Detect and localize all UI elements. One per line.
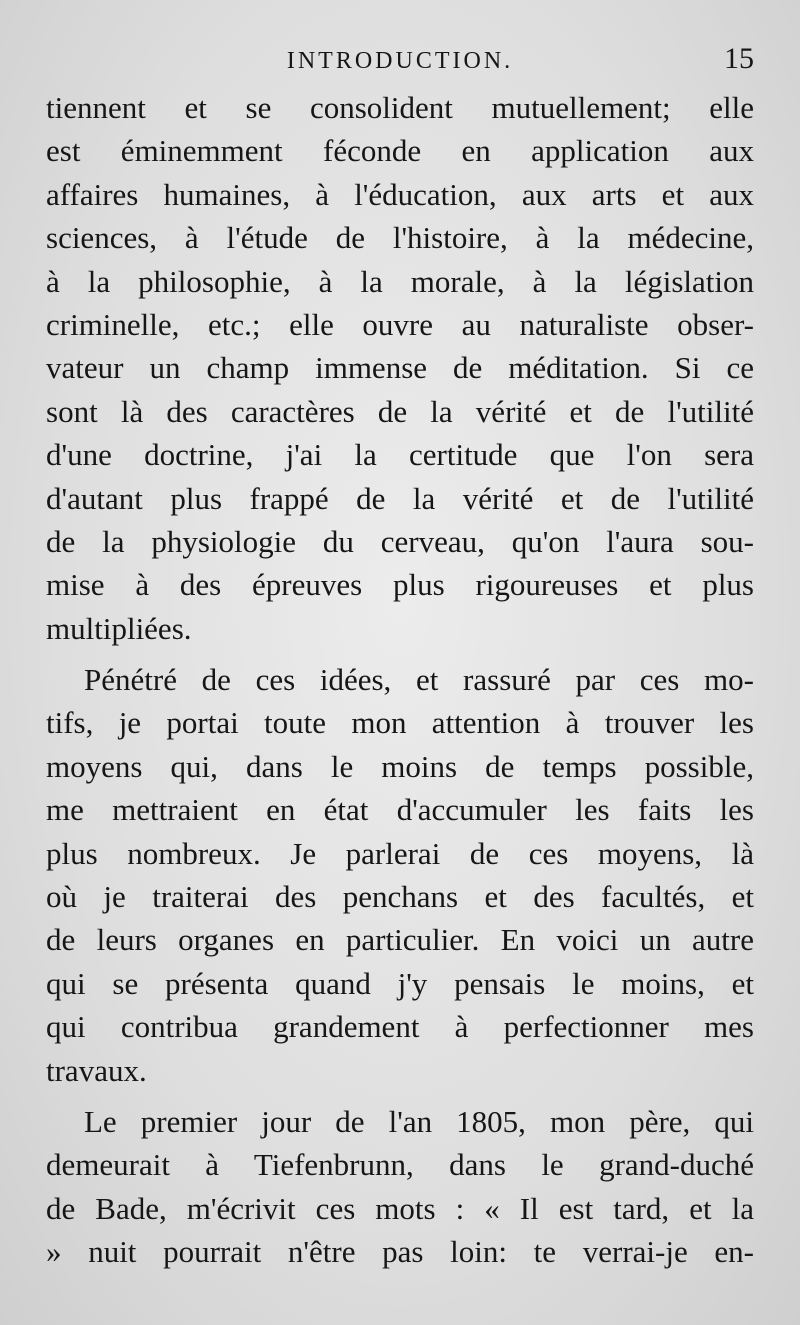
text-line: qui se présenta quand j'y pensais le moins, et <box>46 965 754 1001</box>
text-line: mise à des épreuves plus rigoureuses et plus <box>46 567 754 603</box>
text-line: de leurs organes en particulier. En voici un autre <box>46 922 754 958</box>
text-line: tiennent et se consolident mutuellement; elle <box>46 90 754 125</box>
text-line: plus nombreux. Je parlerai de ces moyens, là <box>46 835 754 871</box>
text-line: Le premier jour de l'an 1805, mon père, qui <box>84 1103 754 1139</box>
text-line: travaux. <box>46 1052 147 1088</box>
text-line: tifs, je portai toute mon attention à trouver les <box>46 705 754 741</box>
text-line: d'autant plus frappé de la vérité et de l'utilité <box>46 480 754 516</box>
text-line: moyens qui, dans le moins de temps possible, <box>46 748 754 784</box>
text-line: qui contribua grandement à perfectionner mes <box>46 1009 754 1045</box>
text-line: est éminemment féconde en application aux <box>46 133 754 169</box>
text-line: à la philosophie, à la morale, à la législation <box>46 263 754 299</box>
text-line: criminelle, etc.; elle ouvre au naturaliste obser- <box>46 306 754 342</box>
paragraph-2 <box>46 658 754 1092</box>
text-line: où je traiterai des penchans et des facultés, et <box>46 879 754 915</box>
text-line: de Bade, m'écrivit ces mots : « Il est tard, et la <box>46 1190 754 1226</box>
text-line: » nuit pourrait n'être pas loin: te verrai-je en- <box>46 1234 754 1270</box>
text-line: vateur un champ immense de méditation. Si ce <box>46 350 754 386</box>
running-title: INTRODUCTION. <box>286 48 514 74</box>
paragraph-3 <box>46 1100 754 1274</box>
text-line: sont là des caractères de la vérité et de l'utilité <box>46 393 754 429</box>
page-number: 15 <box>724 42 754 75</box>
text-line: demeurait à Tiefenbrunn, dans le grand-duché <box>46 1147 754 1183</box>
paragraph-1 <box>46 86 754 650</box>
page-header <box>46 42 754 82</box>
text-line: Pénétré de ces idées, et rassuré par ces mo- <box>84 662 754 698</box>
text-line: sciences, à l'étude de l'histoire, à la médecine, <box>46 220 754 256</box>
text-line: affaires humaines, à l'éducation, aux arts et aux <box>46 176 754 212</box>
text-line: de la physiologie du cerveau, qu'on l'aura sou- <box>46 523 754 559</box>
text-line: multipliées. <box>46 610 192 646</box>
text-line: me mettraient en état d'accumuler les faits les <box>46 792 754 828</box>
body-text <box>46 86 754 1282</box>
text-line: d'une doctrine, j'ai la certitude que l'on sera <box>46 437 754 473</box>
